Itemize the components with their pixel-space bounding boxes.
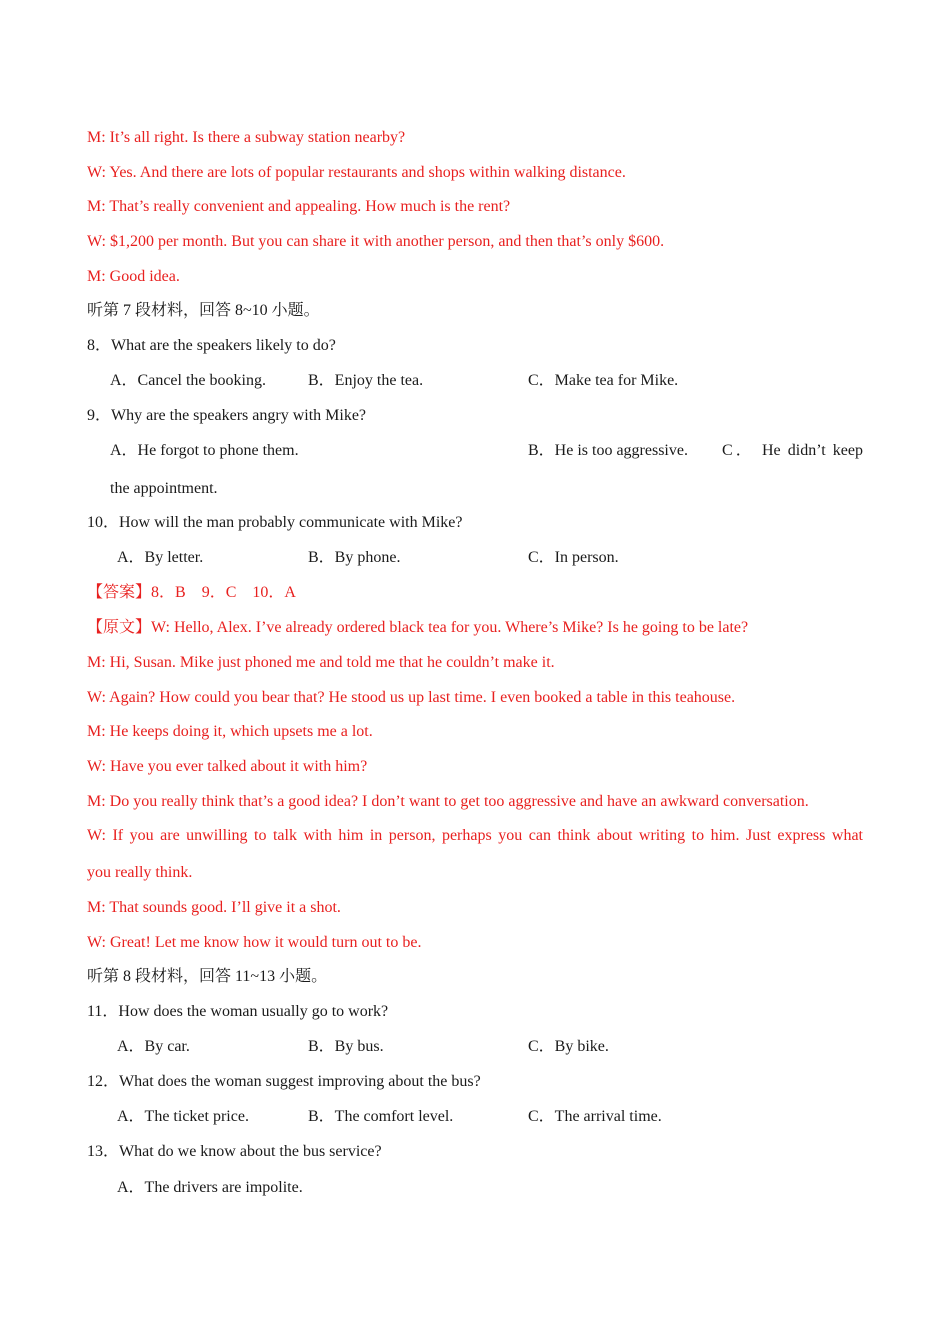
section-heading: 听第 8 段材料，回答 11~13 小题。: [87, 968, 328, 985]
transcript-line: M: That’s really convenient and appealing. How much is the rent?: [87, 198, 511, 215]
transcript-line: M: He keeps doing it, which upsets me a lot.: [87, 723, 373, 740]
option-c: C．In person.: [528, 549, 619, 566]
transcript-line: W: Great! Let me know how it would turn out to be.: [87, 934, 422, 951]
option-a: A．The ticket price.: [117, 1108, 249, 1125]
transcript-first-line: [87, 618, 748, 638]
question-stem: 10．How will the man probably communicate with Mike?: [87, 514, 463, 531]
answer-line: [87, 583, 296, 603]
option-c: C．By bike.: [528, 1038, 609, 1055]
option-a: A．The drivers are impolite.: [117, 1179, 303, 1196]
option-b: B．By bus.: [308, 1038, 384, 1055]
option-c: C．Make tea for Mike.: [528, 372, 679, 389]
option-b: B．By phone.: [308, 549, 401, 566]
transcript-line: M: That sounds good. I’ll give it a shot.: [87, 899, 341, 916]
option-a: A．By letter.: [117, 549, 204, 566]
transcript-line: W: Again? How could you bear that? He stood us up last time. I even booked a table in this teahouse.: [87, 689, 736, 706]
option-a: A．By car.: [117, 1038, 190, 1055]
transcript-line: W: Have you ever talked about it with him?: [87, 758, 368, 775]
option-b: B．He is too aggressive.: [528, 442, 688, 459]
option-c: C．The arrival time.: [528, 1108, 662, 1125]
option-b: B．The comfort level.: [308, 1108, 454, 1125]
question-stem: 9．Why are the speakers angry with Mike?: [87, 407, 367, 424]
transcript-line: you really think.: [87, 864, 193, 881]
option-b: B．Enjoy the tea.: [308, 372, 424, 389]
transcript-label: 【原文】: [87, 619, 152, 636]
question-stem: 11．How does the woman usually go to work?: [87, 1003, 389, 1020]
option-c: C． He didn’t keep: [722, 442, 863, 459]
question-stem: 8．What are the speakers likely to do?: [87, 337, 336, 354]
option-a: A．Cancel the booking.: [110, 372, 266, 389]
answer-text: 8．B 9．C 10．A: [151, 584, 296, 601]
transcript-line: M: Do you really think that’s a good idea? I don’t want to get too aggressive and have an awkward conversation.: [87, 793, 809, 810]
option-a: A．He forgot to phone them.: [110, 442, 299, 459]
question-stem: 12．What does the woman suggest improving about the bus?: [87, 1073, 481, 1090]
option-c-continued: the appointment.: [110, 480, 218, 497]
transcript-line: M: Hi, Susan. Mike just phoned me and told me that he couldn’t make it.: [87, 654, 555, 671]
section-heading: 听第 7 段材料，回答 8~10 小题。: [87, 302, 320, 319]
transcript-text: W: Hello, Alex. I’ve already ordered black tea for you. Where’s Mike? Is he going to be late?: [151, 619, 749, 636]
transcript-line: M: It’s all right. Is there a subway station nearby?: [87, 129, 406, 146]
transcript-line: W: $1,200 per month. But you can share it with another person, and then that’s only $600.: [87, 233, 665, 250]
question-stem: 13．What do we know about the bus service?: [87, 1143, 382, 1160]
answer-label: 【答案】: [87, 584, 152, 601]
transcript-line: M: Good idea.: [87, 268, 180, 285]
transcript-line: W: If you are unwilling to talk with him in person, perhaps you can think about writing to him. Just express what: [87, 827, 863, 844]
transcript-line: W: Yes. And there are lots of popular restaurants and shops within walking distance.: [87, 164, 626, 181]
